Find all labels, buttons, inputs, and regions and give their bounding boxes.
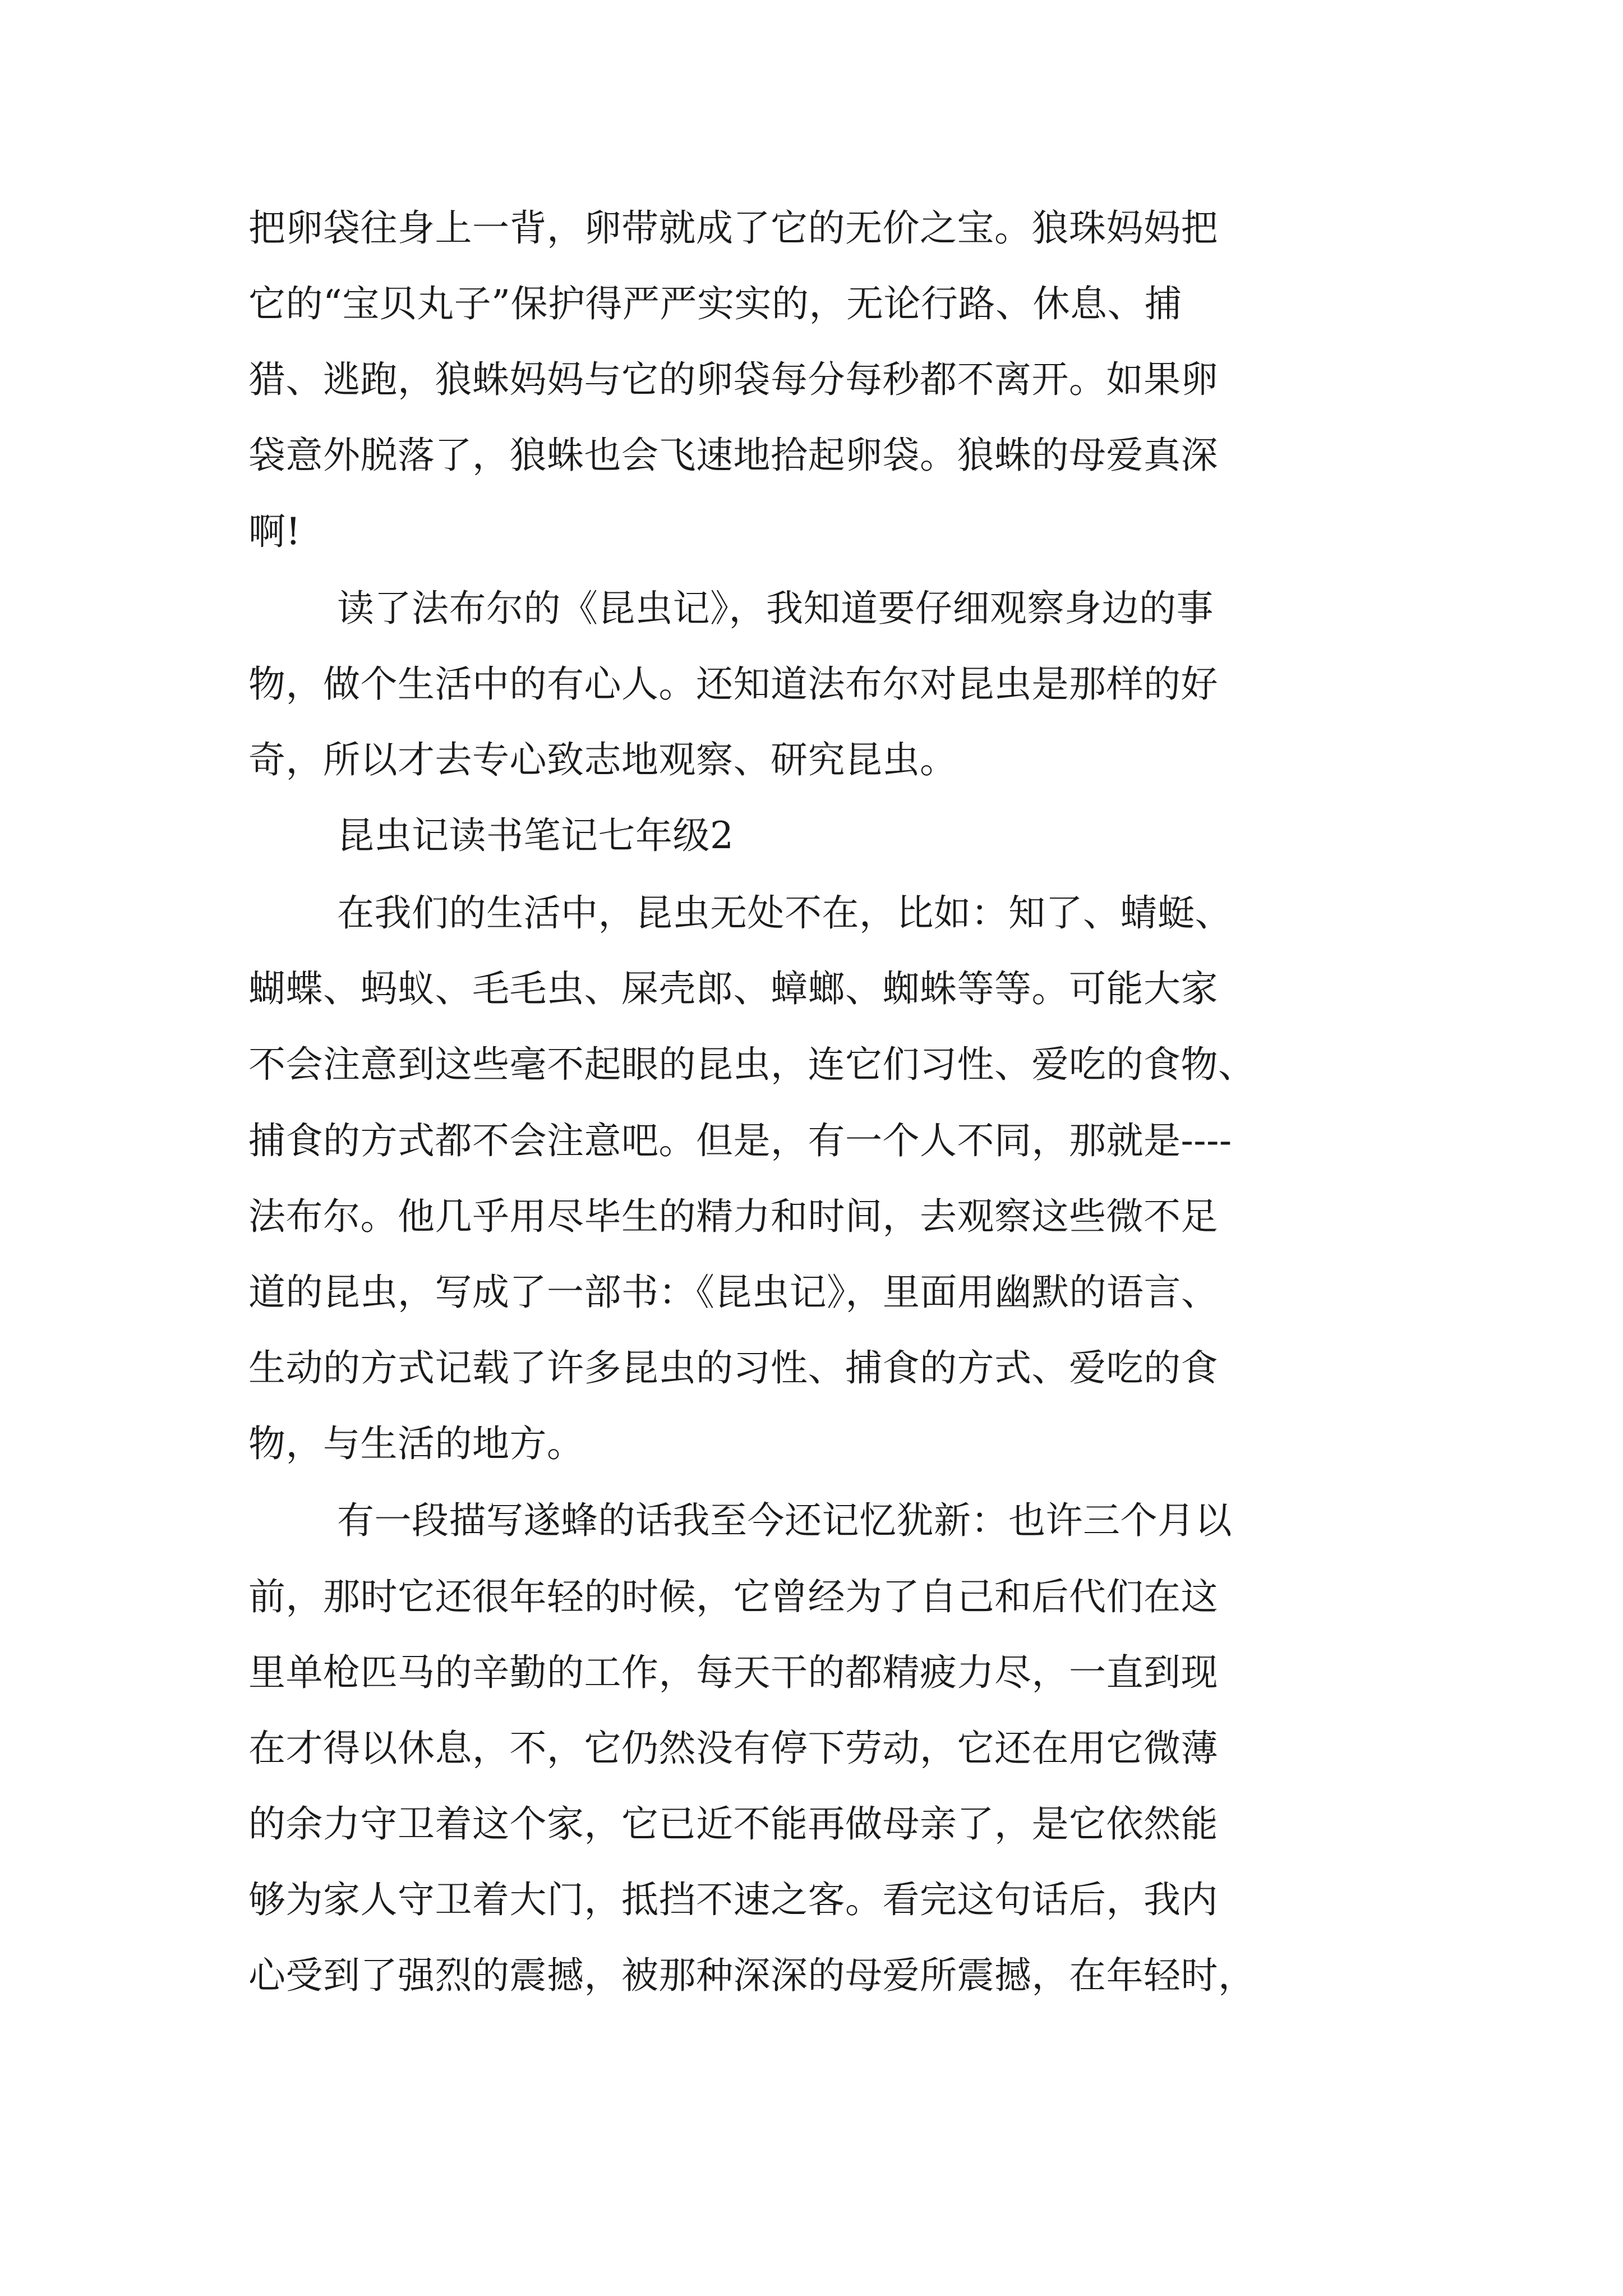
text-line: 在我们的生活中，昆虫无处不在，比如：知了、蜻蜓、 [337,891,1232,935]
text-line: 读了法布尔的《昆虫记》，我知道要仔细观察身边的事 [337,587,1214,630]
text-line: 前，那时它还很年轻的时候，它曾经为了自己和后代们在这 [248,1575,1218,1618]
text-line: 奇，所以才去专心致志地观察、研究昆虫。 [248,738,957,781]
text-line: 袋意外脱落了，狼蛛也会飞速地拾起卵袋。狼蛛的母爱真深 [248,434,1218,477]
text-line: 的余力守卫着这个家，它已近不能再做母亲了，是它依然能 [248,1802,1218,1846]
text-line: 里单枪匹马的辛勤的工作，每天干的都精疲力尽，一直到现 [248,1651,1218,1694]
text-line: 生动的方式记载了许多昆虫的习性、捕食的方式、爱吃的食 [248,1346,1218,1389]
text-line: 把卵袋往身上一背，卵带就成了它的无价之宝。狼珠妈妈把 [248,206,1218,250]
text-line: 法布尔。他几乎用尽毕生的精力和时间，去观察这些微不足 [248,1195,1218,1238]
text-line: 啊! [248,510,301,553]
text-line: 蝴蝶、蚂蚁、毛毛虫、屎壳郎、蟑螂、蜘蛛等等。可能大家 [248,967,1218,1010]
text-line: 够为家人守卫着大门，抵挡不速之客。看完这句话后，我内 [248,1878,1218,1921]
text-line: 捕食的方式都不会注意吧。但是，有一个人不同，那就是---- [248,1119,1232,1162]
text-line: 猎、逃跑，狼蛛妈妈与它的卵袋每分每秒都不离开。如果卵 [248,358,1218,401]
text-line: 道的昆虫，写成了一部书：《昆虫记》，里面用幽默的语言、 [248,1271,1219,1314]
text-line: 心受到了强烈的震撼，被那种深深的母爱所震撼，在年轻时， [248,1954,1256,1997]
text-line: 有一段描写遂蜂的话我至今还记忆犹新：也许三个月以 [337,1499,1232,1542]
text-line: 物，做个生活中的有心人。还知道法布尔对昆虫是那样的好 [248,662,1218,706]
text-line: 物，与生活的地方。 [248,1422,584,1465]
text-line: 它的“宝贝丸子”保护得严严实实的，无论行路、休息、捕 [248,282,1182,325]
text-line: 不会注意到这些毫不起眼的昆虫，连它们习性、爱吃的食物、 [248,1043,1256,1086]
text-line: 在才得以休息，不，它仍然没有停下劳动，它还在用它微薄 [248,1727,1218,1770]
section-heading: 昆虫记读书笔记七年级2 [337,814,734,857]
